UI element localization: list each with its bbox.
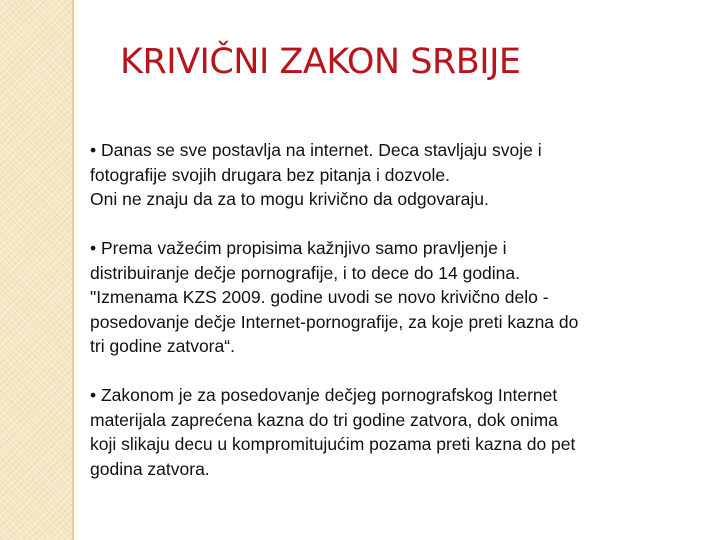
text-line: materijala zaprećena kazna do tri godine zatvora, dok onima: [90, 409, 558, 430]
text-line: fotografije svojih drugara bez pitanja i dozvole.: [90, 164, 450, 185]
text-line: posedovanje dečje Internet-pornografije, za koje preti kazna do: [90, 311, 579, 332]
side-band-divider: [72, 0, 74, 540]
paragraph-social-sharing: [90, 138, 690, 212]
text-line: • Prema važećim propisima kažnjivo samo pravljenje i: [90, 238, 507, 258]
text-line: • Danas se sve postavlja na internet. Deca stavljaju svoje i: [90, 140, 542, 160]
text-line: "Izmenama KZS 2009. godine uvodi se novo krivično delo -: [90, 287, 549, 307]
text-line: koji slikaju decu u kompromitujućim pozama preti kazna do pet: [90, 434, 576, 454]
text-line: tri godine zatvora“.: [90, 336, 235, 356]
text-line: godina zatvora.: [90, 458, 210, 479]
paragraph-penalties: [90, 383, 690, 481]
slide-title: KRIVIČNI ZAKON SRBIJE: [120, 42, 521, 82]
slide-body: [90, 138, 690, 506]
decorative-side-band: [0, 0, 72, 540]
text-line: • Zakonom je za posedovanje dečjeg pornografskog Internet: [90, 385, 558, 405]
text-line: Oni ne znaju da za to mogu krivično da odgovaraju.: [90, 189, 489, 209]
text-line: distribuiranje dečje pornografije, i to dece do 14 godina.: [90, 262, 521, 283]
paragraph-current-law: [90, 236, 690, 359]
